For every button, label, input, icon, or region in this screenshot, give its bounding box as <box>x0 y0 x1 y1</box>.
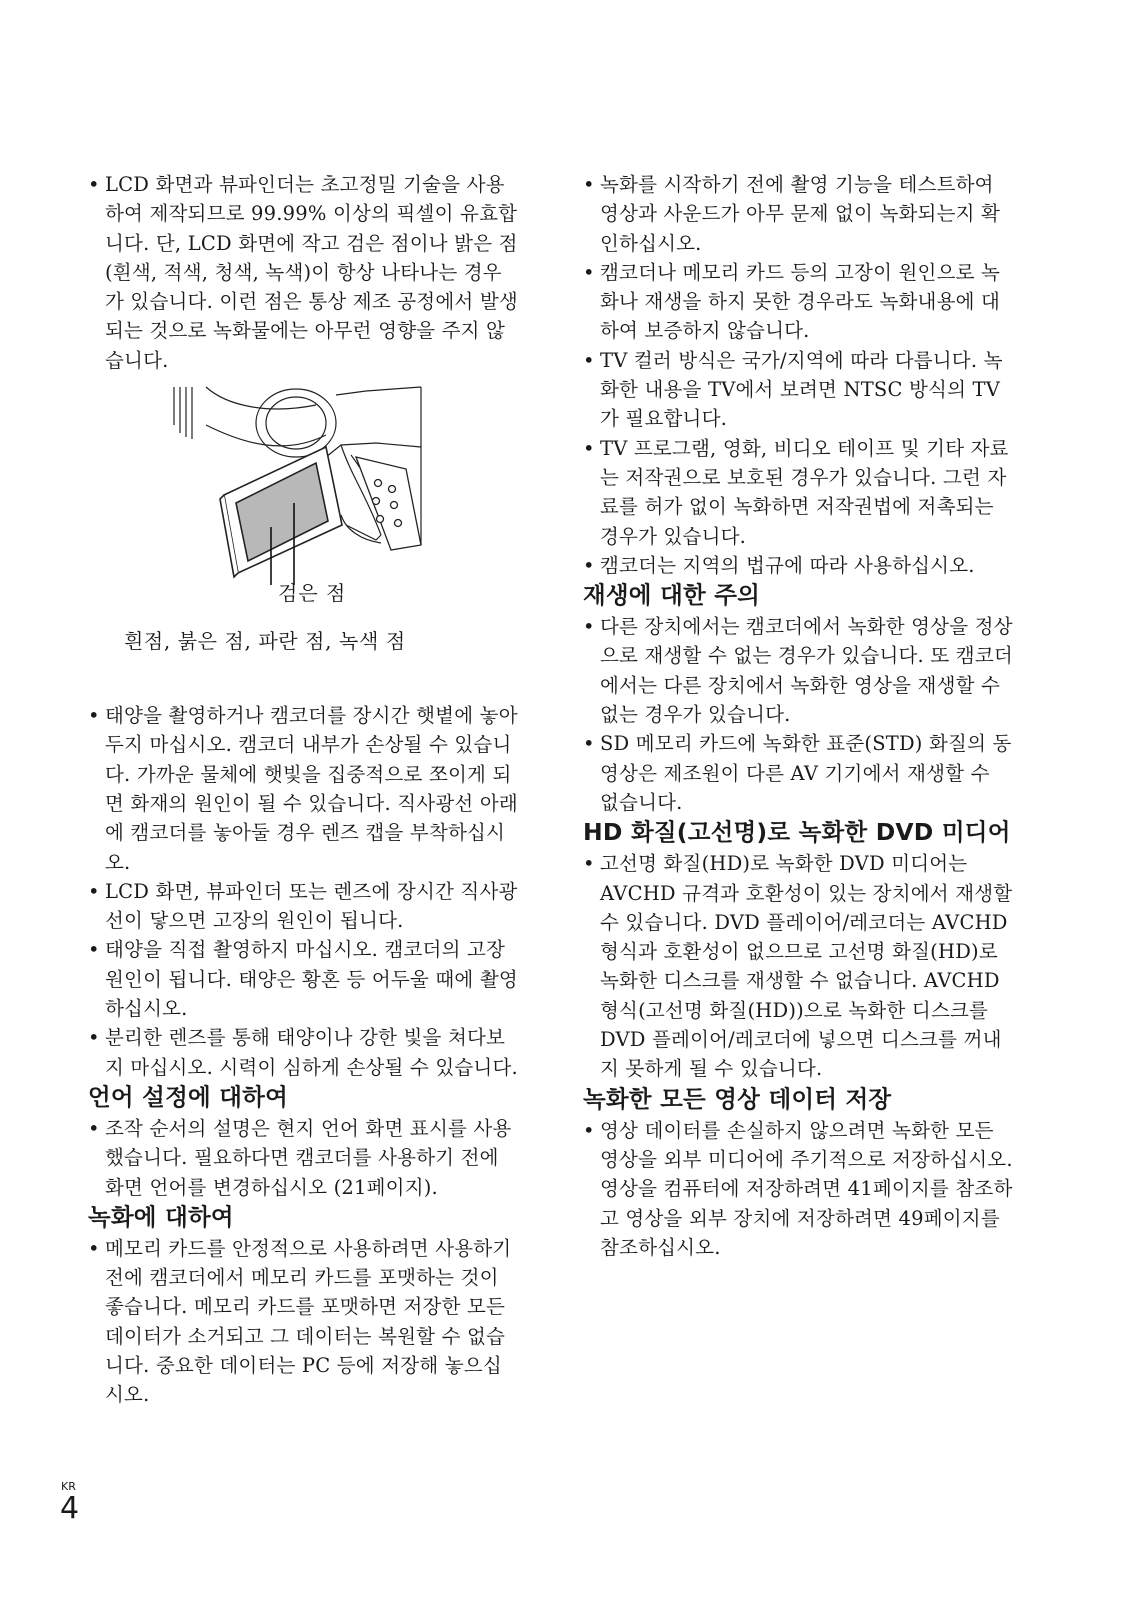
page-number-value: 4 <box>60 1491 80 1526</box>
list-item: • 분리한 렌즈를 통해 태양이나 강한 빛을 쳐다보지 마십시오. 시력이 심하게 손상될 수 있습니다. <box>88 1026 518 1079</box>
list-item: • 캠코더는 지역의 법규에 따라 사용하십시오. <box>583 553 975 577</box>
list-item: • 다른 장치에서는 캠코더에서 녹화한 영상을 정상으로 재생할 수 없는 경우가 있습니다. 또 캠코더에서는 다른 장치에서 녹화한 영상을 재생할 수 없는 경우가 있습니다. <box>583 615 1013 727</box>
recording-bullets <box>88 1234 518 1410</box>
recording-cont-bullets <box>583 170 1013 580</box>
playback-bullets <box>583 612 1013 817</box>
list-item: • 고선명 화질(HD)로 녹화한 DVD 미디어는 AVCHD 규격과 호환성이 있는 장치에서 재생할 수 있습니다. DVD 플레이어/레코더는 AVCHD 형식과 호환성이 없으므로 고선명 화질(HD)로 녹화한 디스크를 재생할 수 없습니다. AVCHD 형식(고선명 화질(HD))으로 녹화한 디스크를 DVD 플레이어/레코더에 넣으면 디스크를 꺼내지 못하게 될 수 있습니다. <box>583 852 1013 1081</box>
intro-bullets <box>88 170 518 375</box>
list-item: • 조작 순서의 설명은 현지 언어 화면 표시를 사용했습니다. 필요하다면 캠코더를 사용하기 전에 화면 언어를 변경하십시오 (21페이지). <box>88 1116 512 1199</box>
list-item: • 메모리 카드를 안정적으로 사용하려면 사용하기 전에 캠코더에서 메모리 카드를 포맷하는 것이 좋습니다. 메모리 카드를 포맷하면 저장한 모든 데이터가 소거되고 그 데이터는 복원할 수 없습니다. 중요한 데이터는 PC 등에 저장해 놓으십시오. <box>88 1236 512 1407</box>
language-heading: 언어 설정에 대하여 <box>88 1082 288 1111</box>
save-all-bullets <box>583 1116 1013 1262</box>
list-item: • TV 프로그램, 영화, 비디오 테이프 및 기타 자료는 저작권으로 보호된 경우가 있습니다. 그런 자료를 허가 없이 녹화하면 저작권법에 저촉되는 경우가 있습니다. <box>583 436 1009 548</box>
caption-black-dot: 검은 점 <box>278 581 347 606</box>
save-all-heading: 녹화한 모든 영상 데이터 저장 <box>583 1084 892 1113</box>
list-item: • TV 컬러 방식은 국가/지역에 따라 다릅니다. 녹화한 내용을 TV에서 보려면 NTSC 방식의 TV가 필요합니다. <box>583 348 1003 431</box>
caption-colored-dots: 흰점, 붉은 점, 파란 점, 녹색 점 <box>124 629 406 654</box>
language-code: KR <box>61 1480 76 1493</box>
list-item: • 녹화를 시작하기 전에 촬영 기능을 테스트하여 영상과 사운드가 아무 문제 없이 녹화되는지 확인하십시오. <box>583 173 1001 255</box>
hd-dvd-heading: HD 화질(고선명)로 녹화한 DVD 미디어 <box>583 818 1011 847</box>
language-bullets <box>88 1114 518 1202</box>
list-item: • LCD 화면과 뷰파인더는 초고정밀 기술을 사용하여 제작되므로 99.99% 이상의 픽셀이 유효합니다. 단, LCD 화면에 작고 검은 점이나 밝은 점(흰색, 적색, 청색, 녹색)이 항상 나타나는 경우가 있습니다. 이런 점은 통상 제조 공정에서 발생되는 것으로 녹화물에는 아무런 영향을 주지 않습니다. <box>88 173 518 372</box>
camcorder-lcd-illustration <box>166 385 436 585</box>
page-number <box>60 1480 79 1525</box>
sun-bullets <box>88 701 518 1082</box>
list-item: • SD 메모리 카드에 녹화한 표준(STD) 화질의 동영상은 제조원이 다른 AV 기기에서 재생할 수 없습니다. <box>583 732 1012 814</box>
lcd-dots-figure <box>88 381 518 671</box>
list-item: • 캠코더나 메모리 카드 등의 고장이 원인으로 녹화나 재생을 하지 못한 경우라도 녹화내용에 대하여 보증하지 않습니다. <box>583 260 1001 343</box>
list-item: • 태양을 촬영하거나 캠코더를 장시간 햇볕에 놓아두지 마십시오. 캠코더 내부가 손상될 수 있습니다. 가까운 물체에 햇빛을 집중적으로 쪼이게 되면 화재의 원인이 될 수 있습니다. 직사광선 아래에 캠코더를 놓아둘 경우 렌즈 캡을 부착하십시오. <box>88 704 518 874</box>
playback-heading: 재생에 대한 주의 <box>583 581 761 610</box>
recording-heading: 녹화에 대하여 <box>88 1202 234 1231</box>
left-column <box>88 170 518 1410</box>
right-column <box>583 170 1013 1262</box>
hd-dvd-bullets <box>583 849 1013 1083</box>
list-item: • 영상 데이터를 손실하지 않으려면 녹화한 모든 영상을 외부 미디어에 주기적으로 저장하십시오. 영상을 컴퓨터에 저장하려면 41페이지를 참조하고 영상을 외부 장치에 저장하려면 49페이지를 참조하십시오. <box>583 1118 1013 1259</box>
list-item: • 태양을 직접 촬영하지 마십시오. 캠코더의 고장 원인이 됩니다. 태양은 황혼 등 어두울 때에 촬영하십시오. <box>88 938 518 1021</box>
list-item: • LCD 화면, 뷰파인더 또는 렌즈에 장시간 직사광선이 닿으면 고장의 원인이 됩니다. <box>88 879 518 933</box>
